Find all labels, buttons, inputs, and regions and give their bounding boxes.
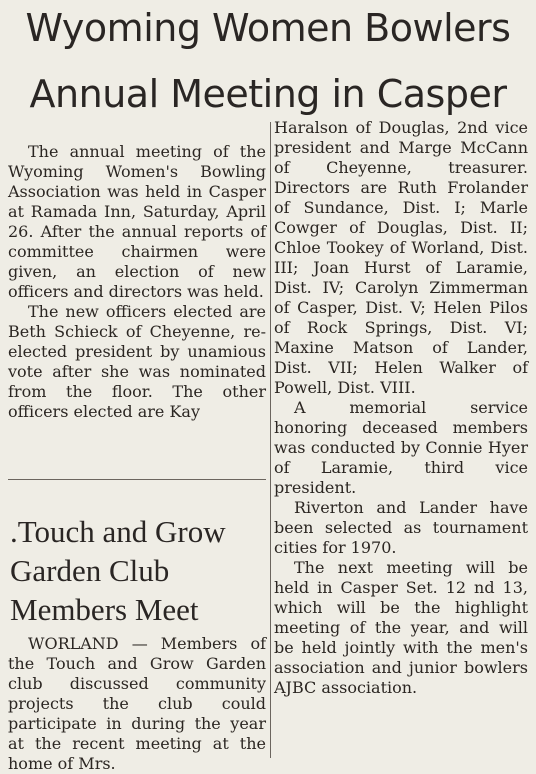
garden-club-subhead-line-3: Members Meet <box>10 592 199 627</box>
garden-club-subhead-line-1: .Touch and Grow <box>10 514 226 549</box>
article-paragraph: The next meeting will be held in Casper Set. 12 nd 13, which will be the highlight meeting of the year, and will be held jointly with the men's association and junior bowlers AJBC association. <box>274 558 528 697</box>
article-paragraph: Riverton and Lander have been selected as tournament cities for 1970. <box>274 498 528 557</box>
bowlers-article-right-column <box>274 118 528 698</box>
article-paragraph: The annual meeting of the Wyoming Women's Bowling Association was held in Casper at Ramada Inn, Saturday, April 26. After the annual reports of committee chairmen were given, an election of new officers and directors was held. <box>8 142 266 301</box>
garden-club-subhead-line-2: Garden Club <box>10 553 170 588</box>
article-paragraph: Haralson of Douglas, 2nd vice president and Marge McCann of Cheyenne, treasurer. Directors are Ruth Frolander of Sundance, Dist. I; Marle Cowger of Douglas, Dist. II; Chloe Tookey of Worland, Dist. III; Joan Hurst of Laramie, Dist. IV; Carolyn Zimmerman of Casper, Dist. V; Helen Pilos of Rock Springs, Dist. VI; Maxine Matson of Lander, Dist. VII; Helen Walker of Powell, Dist. VIII. <box>274 118 528 397</box>
article-paragraph: A memorial service honoring deceased members was conducted by Connie Hyer of Laramie, third vice president. <box>274 398 528 497</box>
article-paragraph: WORLAND — Members of the Touch and Grow Garden club discussed community projects the club could participate in during the year at the recent meeting at the home of Mrs. <box>8 634 266 773</box>
article-paragraph: The new officers elected are Beth Schieck of Cheyenne, re-elected president by unamious vote after she was nominated from the floor. The other officers elected are Kay <box>8 302 266 421</box>
column-divider <box>270 122 271 758</box>
garden-article-body <box>8 634 266 774</box>
headline-line-2: Annual Meeting in Casper <box>29 72 507 116</box>
headline-line-1: Wyoming Women Bowlers <box>25 6 511 50</box>
bowlers-article-left-column <box>8 142 266 422</box>
article-separator <box>8 479 266 480</box>
